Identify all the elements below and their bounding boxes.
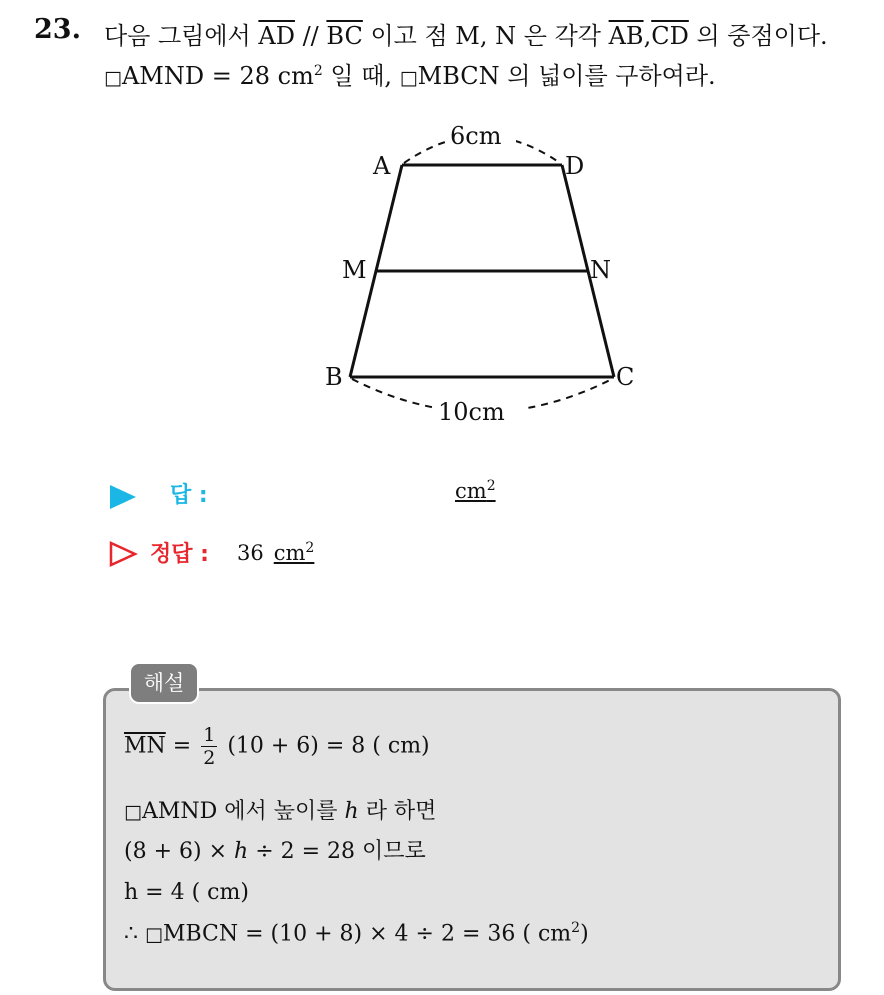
superscript: 2 [571, 920, 581, 936]
vertex-c-label: C [616, 363, 635, 391]
question-text: AMND = 28 cm [121, 62, 314, 90]
top-length-label: 6cm [450, 122, 502, 150]
segment-mn: $\overline{MN}$ [124, 733, 166, 759]
solution-line-3 [124, 834, 426, 865]
superscript: 2 [313, 63, 323, 79]
question-number: 23. [34, 14, 81, 45]
vertex-d-label: D [565, 152, 585, 180]
square-symbol: □ [145, 923, 163, 946]
unit-text: cm [273, 541, 306, 565]
parallel-symbol: // [302, 22, 319, 50]
correct-value: 36 [237, 541, 264, 565]
solution-text: ÷ 2 = 28 이므로 [255, 839, 426, 864]
square-symbol: □ [399, 67, 418, 89]
solution-text: (8 + 6) × [124, 839, 228, 864]
fraction-denominator: 2 [203, 747, 216, 769]
solution-text: (10 + 6) = 8 ( cm) [227, 733, 430, 759]
correct-arrow-icon [108, 541, 138, 567]
therefore-symbol: ∴ [124, 921, 138, 947]
answer-unit[interactable] [455, 478, 496, 503]
question-text: 일 때, [330, 62, 393, 90]
question-line-1 [104, 16, 828, 51]
segment-bc: $\overline{BC}$ [326, 22, 363, 50]
solution-tag: 해설 [129, 662, 199, 704]
segment-cd: $\overline{CD}$ [651, 22, 689, 50]
bottom-length-label: 10cm [438, 398, 505, 426]
segment-ab: $\overline{AB}$ [608, 22, 644, 50]
solution-text: MBCN = (10 + 8) × 4 ÷ 2 = 36 ( cm [162, 921, 572, 947]
solution-line-1 [124, 724, 430, 769]
fraction-half [201, 724, 217, 769]
segment-ad: $\overline{AD}$ [258, 22, 295, 50]
point-n-label: N [590, 256, 611, 284]
fraction-numerator: 1 [203, 724, 216, 746]
square-symbol: □ [124, 801, 142, 823]
answer-label: 답 : [170, 483, 208, 508]
solution-line-5 [124, 920, 589, 946]
superscript: 2 [305, 540, 315, 556]
unit-text: cm [455, 479, 487, 503]
superscript: 2 [486, 478, 496, 494]
question-text: 의 중점이다. [696, 22, 828, 50]
correct-label: 정답 : [150, 542, 209, 567]
solution-text: ) [580, 921, 589, 947]
equals: = [172, 733, 192, 759]
variable-h: h [344, 799, 359, 824]
correct-unit [274, 541, 315, 565]
square-symbol: □ [104, 67, 122, 89]
vertex-a-label: A [373, 152, 391, 180]
question-text: MBCN 의 넓이를 구하여라. [417, 62, 716, 90]
solution-text: 라 하면 [365, 799, 437, 824]
question-text: 다음 그림에서 [104, 22, 251, 50]
solution-line-2 [124, 794, 436, 825]
variable-h: h [234, 839, 249, 864]
correct-answer [237, 540, 314, 565]
vertex-b-label: B [325, 363, 343, 391]
question-line-2 [104, 56, 716, 91]
point-m-label: M [342, 256, 367, 284]
solution-text: AMND 에서 높이를 [141, 799, 338, 824]
answer-arrow-icon [108, 484, 138, 510]
trapezoid-figure [300, 115, 660, 435]
comma: , [643, 22, 652, 50]
solution-line-4: h = 4 ( cm) [124, 880, 249, 905]
question-text: 이고 점 M, N 은 각각 [370, 22, 601, 50]
